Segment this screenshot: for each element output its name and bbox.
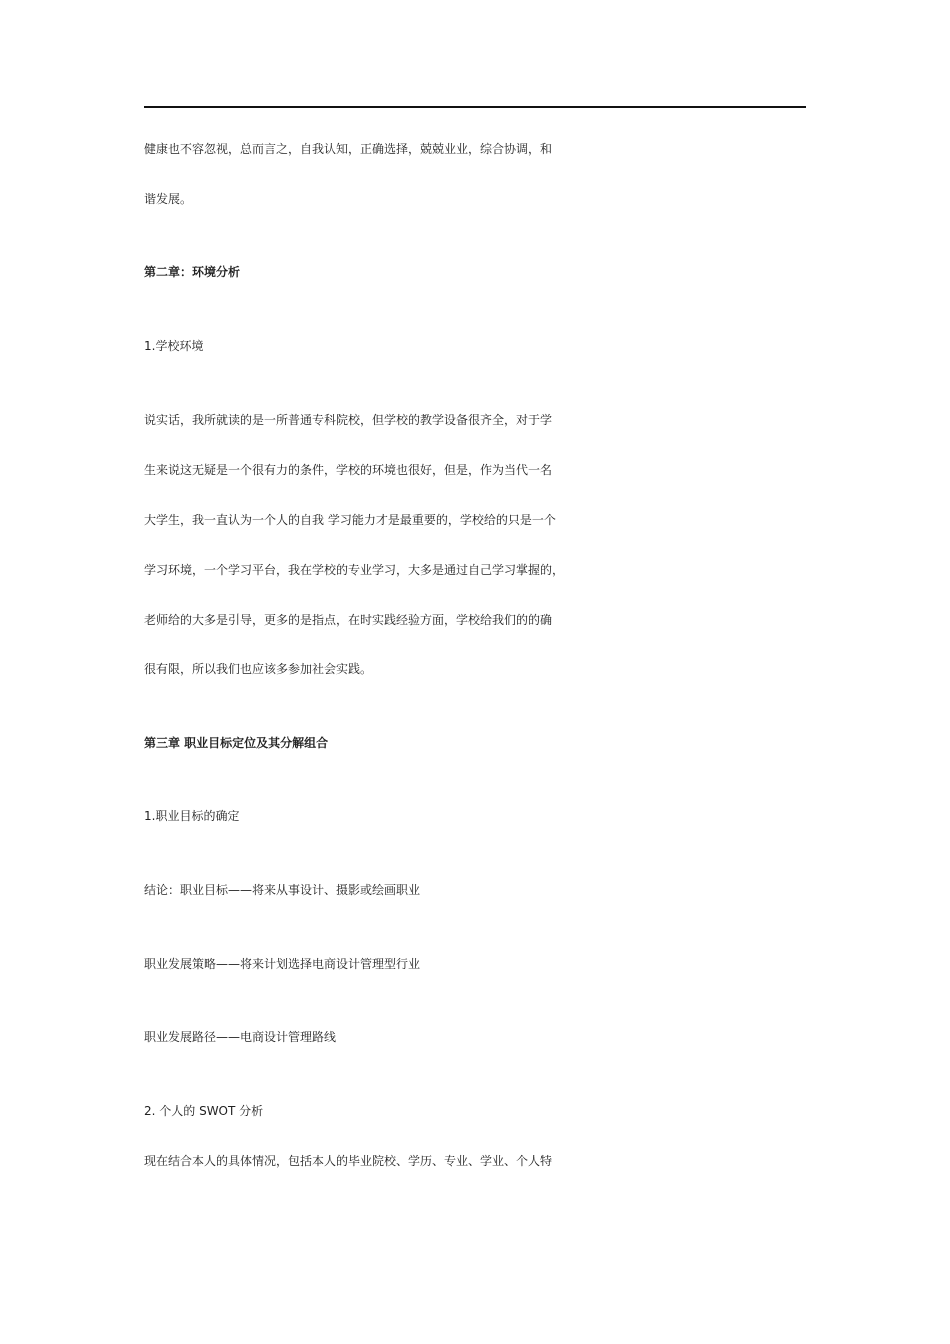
paragraph-line: 大学生，我一直认为一个人的自我 学习能力才是最重要的，学校给的只是一个 — [144, 513, 556, 527]
paragraph-line: 老师给的大多是引导，更多的是指点，在时实践经验方面，学校给我们的的确 — [144, 613, 553, 627]
chapter-heading: 第二章：环境分析 — [144, 265, 241, 279]
paragraph-line: 说实话，我所就读的是一所普通专科院校，但学校的教学设备很齐全，对于学 — [144, 413, 553, 427]
header-rule — [144, 106, 806, 108]
paragraph-line: 健康也不容忽视，总而言之，自我认知，正确选择，兢兢业业，综合协调，和 — [144, 142, 553, 156]
paragraph-line: 学习环境，一个学习平台，我在学校的专业学习，大多是通过自己学习掌握的， — [144, 563, 565, 577]
chapter-heading: 第三章 职业目标定位及其分解组合 — [144, 736, 329, 750]
paragraph-line: 现在结合本人的具体情况，包括本人的毕业院校、学历、专业、学业、个人特 — [144, 1154, 553, 1168]
paragraph-line: 职业发展路径——电商设计管理路线 — [144, 1030, 337, 1044]
paragraph-line: 结论：职业目标——将来从事设计、摄影或绘画职业 — [144, 883, 421, 897]
paragraph-line: 谐发展。 — [144, 192, 193, 206]
paragraph-line: 职业发展策略——将来计划选择电商设计管理型行业 — [144, 957, 421, 971]
section-heading: 2. 个人的 SWOT 分析 — [144, 1104, 264, 1118]
paragraph-line: 生来说这无疑是一个很有力的条件，学校的环境也很好，但是，作为当代一名 — [144, 463, 553, 477]
paragraph-line: 很有限，所以我们也应该多参加社会实践。 — [144, 662, 373, 676]
section-heading: 1.职业目标的确定 — [144, 809, 240, 823]
section-heading: 1.学校环境 — [144, 339, 204, 353]
